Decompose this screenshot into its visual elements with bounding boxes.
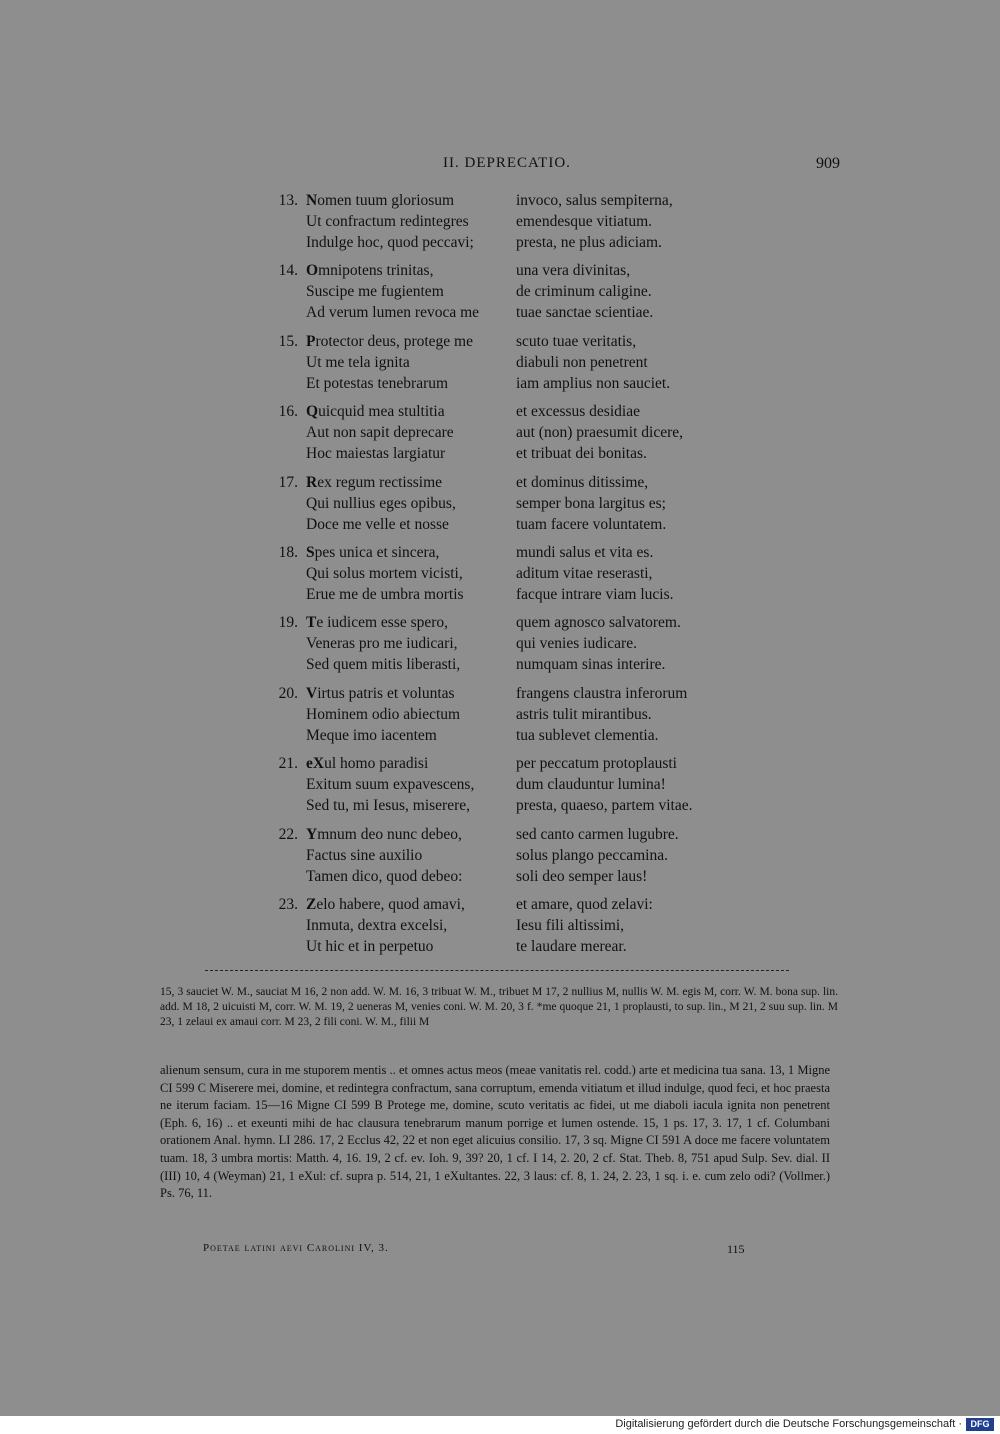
second-hemistich: Iesu fili altissimi, (516, 917, 625, 934)
stanza-number: 21. (278, 755, 298, 773)
initial-letter: Z (306, 896, 317, 913)
verse-line (306, 774, 692, 795)
verse-line (306, 894, 653, 915)
first-hemistich: Hominem odio abiectum (306, 705, 461, 723)
verse-line (306, 401, 683, 422)
second-hemistich: aut (non) praesumit dicere, (516, 424, 683, 442)
second-hemistich: et tribuat dei bonitas. (516, 445, 647, 463)
stanza-number: 17. (278, 473, 298, 491)
first-hemistich: Aut non sapit deprecare (306, 424, 454, 442)
first-hemistich: Veneras pro me iudicari, (306, 635, 458, 653)
verse-line (306, 422, 683, 443)
second-hemistich: quem agnosco salvatorem. (516, 614, 681, 632)
second-hemistich: et excessus desidiae (516, 403, 640, 421)
source-notes (160, 1062, 830, 1203)
verse-line (306, 190, 673, 211)
running-head (0, 155, 1000, 179)
verse-line (306, 753, 692, 774)
second-hemistich: astris tulit mirantibus. (516, 705, 652, 723)
first-hemistich: Meque imo iacentem (306, 726, 437, 744)
verse-line (306, 514, 666, 535)
verse-line (306, 612, 681, 633)
second-hemistich: et dominus ditissime, (516, 473, 649, 491)
stanza-number: 23. (278, 896, 298, 913)
second-hemistich: sed canto carmen lugubre. (516, 825, 679, 843)
second-hemistich: una vera divinitas, (516, 262, 631, 280)
first-hemistich: irtus patris et voluntas (317, 684, 455, 702)
printer-signature: Poetae latini aevi Carolini IV, 3. (203, 1242, 389, 1254)
verse-line (306, 683, 687, 704)
first-hemistich: e iudicem esse spero, (316, 614, 449, 632)
verse-line (306, 915, 653, 936)
second-hemistich: qui venies iudicare. (516, 635, 637, 653)
verse-line (306, 704, 687, 725)
first-hemistich: ex regum rectissime (317, 473, 443, 491)
verse-line (306, 331, 670, 352)
second-hemistich: aditum vitae reserasti, (516, 565, 653, 582)
second-hemistich: per peccatum protoplausti (516, 755, 677, 773)
first-hemistich: Indulge hoc, quod peccavi; (306, 234, 474, 251)
first-hemistich: Et potestas tenebrarum (306, 374, 449, 392)
first-hemistich: Doce me velle et nosse (306, 515, 449, 533)
verse-line (306, 493, 666, 514)
initial-letter: P (306, 332, 316, 350)
stanza-lines (306, 683, 687, 746)
dfg-logo[interactable]: DFG (966, 1418, 994, 1431)
verse-line (306, 352, 670, 373)
first-hemistich: Factus sine auxilio (306, 846, 423, 864)
second-hemistich: invoco, salus sempiterna, (516, 192, 673, 209)
first-hemistich: Ut confractum redintegres (306, 213, 469, 230)
verse-line (306, 302, 653, 323)
first-hemistich: Ut me tela ignita (306, 353, 410, 371)
first-hemistich: Qui solus mortem vicisti, (306, 565, 463, 582)
dfg-credit-bar (0, 1416, 1000, 1434)
stanza-number: 19. (278, 614, 298, 632)
stanza-lines (306, 401, 683, 464)
stanza-number: 22. (278, 825, 298, 843)
first-hemistich: uicquid mea stultitia (318, 403, 445, 421)
stanza-lines (306, 331, 670, 394)
stanza-number: 18. (278, 544, 298, 561)
initial-letter: Y (306, 825, 318, 843)
first-hemistich: Inmuta, dextra excelsi, (306, 917, 448, 934)
second-hemistich: tua sublevet clementia. (516, 726, 659, 744)
second-hemistich: emendesque vitiatum. (516, 213, 653, 230)
verse-line (306, 542, 674, 563)
verse-line (306, 725, 687, 746)
stanza-lines (306, 753, 692, 816)
stanza-number: 15. (278, 332, 298, 350)
second-hemistich: facque intrare viam lucis. (516, 586, 674, 603)
first-hemistich: Tamen dico, quod debeo: (306, 867, 463, 885)
verse-line (306, 443, 683, 464)
verse-line (306, 281, 653, 302)
verse-line (306, 584, 674, 605)
second-hemistich: numquam sinas interire. (516, 656, 666, 674)
page-number: 909 (816, 155, 840, 172)
second-hemistich: tuam facere voluntatem. (516, 515, 667, 533)
first-hemistich: rotector deus, protege me (315, 332, 473, 350)
stanza-lines (306, 260, 653, 323)
verse-line (306, 472, 666, 493)
second-hemistich: mundi salus et vita es. (516, 544, 654, 561)
critical-apparatus (160, 985, 838, 1030)
verse-line (306, 845, 679, 866)
verse-line (306, 654, 681, 675)
initial-letter: Q (306, 403, 319, 421)
first-hemistich: Ad verum lumen revoca me (306, 304, 480, 322)
verse-line (306, 633, 681, 654)
first-hemistich: Qui nullius eges opibus, (306, 494, 456, 512)
first-hemistich: mnum deo nunc debeo, (317, 825, 462, 843)
page-title: II. DEPRECATIO. (443, 155, 571, 171)
first-hemistich: Sed tu, mi Iesus, miserere, (306, 797, 471, 815)
first-hemistich: Suscipe me fugientem (306, 283, 444, 301)
first-hemistich: Erue me de umbra mortis (306, 586, 464, 603)
stanza-lines (306, 190, 673, 253)
first-hemistich: elo habere, quod amavi, (316, 896, 465, 913)
first-hemistich: omen tuum gloriosum (317, 192, 455, 209)
second-hemistich: dum clauduntur lumina! (516, 776, 666, 794)
second-hemistich: presta, ne plus adiciam. (516, 234, 662, 251)
initial-letter: O (306, 262, 319, 280)
stanza-number: 13. (278, 192, 298, 209)
initial-letter: R (306, 473, 318, 491)
verse-line (306, 936, 653, 957)
initial-letter: T (306, 614, 317, 632)
second-hemistich: de criminum caligine. (516, 283, 652, 301)
stanza-lines (306, 894, 653, 957)
apparatus-text: 15, 3 sauciet W. M., sauciat M 16, 2 non add. W. M. 16, 3 tribuat W. M., tribuet M 17, 2 nullius M, nullis W. M. egis M, corr. W. M. bona sup. lin. add. M 18, 2 uicuisti M, corr. W. M. 19, 2 ueneras M, venies coni. W. M. 20, 3 f. *me quoque 21, 1 proplausti, to sup. lin., M 21, 2 suu sup. lin. M 23, 1 zelaui ex amaui corr. M 23, 2 fili coni. W. M., filii M (160, 986, 838, 1028)
initial-letter: V (306, 684, 318, 702)
apparatus-divider (205, 970, 789, 971)
stanza-number: 14. (278, 262, 298, 280)
stanza-lines (306, 542, 674, 605)
initial-letter: eX (306, 755, 325, 773)
verse-line (306, 211, 673, 232)
second-hemistich: te laudare merear. (516, 938, 627, 955)
dfg-credit-text: Digitalisierung gefördert durch die Deutsche Forschungsgemeinschaft · (615, 1418, 962, 1430)
second-hemistich: diabuli non penetrent (516, 353, 648, 371)
stanza-lines (306, 472, 666, 535)
second-hemistich: et amare, quod zelavi: (516, 896, 653, 913)
second-hemistich: frangens claustra inferorum (516, 684, 688, 702)
verse-line (306, 824, 679, 845)
first-hemistich: Exitum suum expavescens, (306, 776, 475, 794)
first-hemistich: mnipotens trinitas, (318, 262, 434, 280)
verse-line (306, 563, 674, 584)
second-hemistich: soli deo semper laus! (516, 867, 648, 885)
first-hemistich: Hoc maiestas largiatur (306, 445, 446, 463)
first-hemistich: ul homo paradisi (324, 755, 429, 773)
first-hemistich: Ut hic et in perpetuo (306, 938, 434, 955)
verse-line (306, 232, 673, 253)
verse-line (306, 373, 670, 394)
stanza-lines (306, 612, 681, 675)
first-hemistich: Sed quem mitis liberasti, (306, 656, 461, 674)
notes-text: alienum sensum, cura in me stuporem mentis .. et omnes actus meos (meae vanitatis rel. codd.) arte et medicina tua sana. 13, 1 Migne CI 599 C Miserere mei, domine, et redintegra confractum, sana corruptum, emenda vitiatum et illud indulge, quod feci, et hoc praesta ne iterum faciam. 15—16 Migne CI 599 B Protege me, domine, scuto veritatis ac fidei, ut me diaboli iacula ignita non penetrent (Eph. 6, 16) .. et exeunti mihi de hac clausura tenebrarum manum porrige et lumen ostende. 15, 1 ps. 17, 3. 17, 1 cf. Columbani orationem Anal. hymn. LI 286. 17, 2 Ecclus 42, 22 et non eget alicuius consilio. 17, 3 sq. Migne CI 591 A doce me facere voluntatem tuam. 18, 3 umbra mortis: Matth. 4, 16. 19, 2 cf. ev. Ioh. 9, 39? 20, 1 cf. I 14, 2. 20, 2 cf. Stat. Theb. 8, 751 apud Sulp. Sev. dial. II (III) 10, 4 (Weyman) 21, 1 eXul: cf. supra p. 514, 21, 1 eXultantes. 22, 3 laus: cf. 8, 1. 24, 2. 23, 1 sq. i. e. cum zelo odi? (Vollmer.) Ps. 76, 11. (160, 1063, 830, 1201)
second-hemistich: scuto tuae veritatis, (516, 332, 637, 350)
verse-line (306, 795, 692, 816)
second-hemistich: solus plango peccamina. (516, 846, 668, 864)
stanza-lines (306, 824, 679, 887)
second-hemistich: semper bona largitus es; (516, 494, 666, 512)
initial-letter: N (306, 192, 318, 209)
stanza-number: 20. (278, 684, 298, 702)
second-hemistich: presta, quaeso, partem vitae. (516, 797, 693, 815)
sheet-number: 115 (727, 1242, 745, 1256)
verse-line (306, 260, 653, 281)
first-hemistich: pes unica et sincera, (314, 544, 440, 561)
verse-line (306, 866, 679, 887)
initial-letter: S (306, 544, 315, 561)
second-hemistich: tuae sanctae scientiae. (516, 304, 654, 322)
stanza-number: 16. (278, 403, 298, 421)
second-hemistich: iam amplius non sauciet. (516, 374, 671, 392)
